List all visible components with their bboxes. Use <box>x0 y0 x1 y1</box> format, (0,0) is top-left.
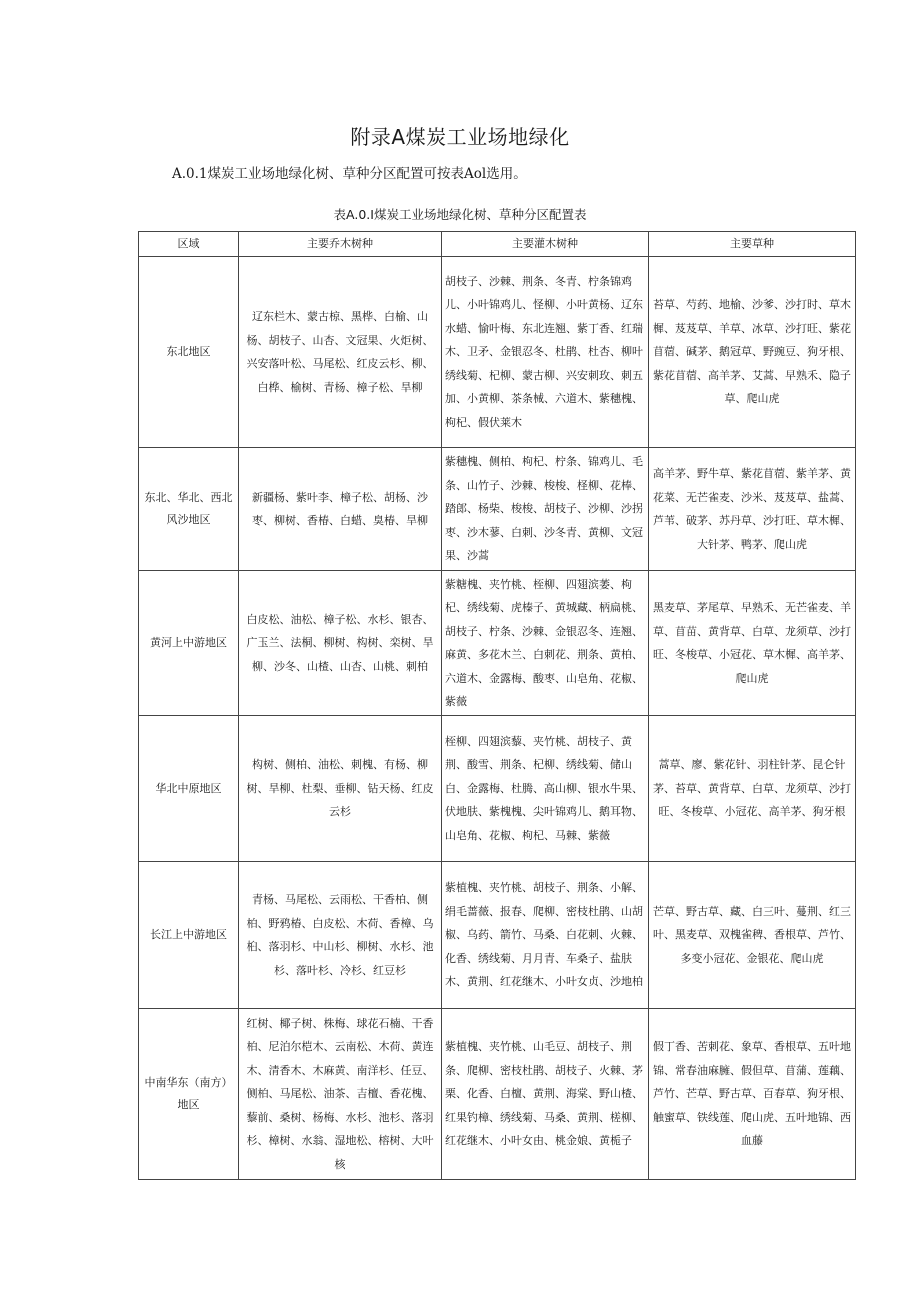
grasses-cell: 芒草、野古草、藏、白三叶、蔓荆、红三叶、黑麦草、双槐雀稗、香根草、芦竹、多变小冠花、金银花、爬山虎 <box>649 862 856 1009</box>
trees-cell: 构树、侧柏、油松、刺槐、有杨、柳树、旱柳、杜梨、垂柳、钻天杨、红皮云杉 <box>239 716 442 862</box>
region-cell: 中南华东（南方）地区 <box>139 1009 239 1180</box>
region-cell: 东北、华北、西北风沙地区 <box>139 448 239 571</box>
header-trees: 主要乔木树种 <box>239 232 442 257</box>
shrubs-cell: 紫穗槐、侧柏、枸杞、柠条、锦鸡儿、毛条、山竹子、沙棘、梭梭、柽柳、花棒、踏郎、杨柴、梭梭、胡枝子、沙柳、沙拐枣、沙木蓼、白刺、沙冬青、黄柳、文冠果、沙蒿 <box>442 448 649 571</box>
table-row <box>139 862 856 1009</box>
table-row <box>139 257 856 448</box>
table-row <box>139 448 856 571</box>
trees-cell: 青杨、马尾松、云雨松、干香柏、侧柏、野鸦椿、白皮松、木荷、香樟、乌桕、落羽杉、中山杉、柳树、水杉、池杉、落叶杉、冷杉、红豆杉 <box>239 862 442 1009</box>
grasses-cell: 苔草、芍药、地榆、沙爹、沙打时、草木樨、芨芨草、羊草、冰草、沙打旺、紫花苜蓿、碱茅、鹅冠草、野豌豆、狗牙根、紫花苜蓿、高羊茅、艾蒿、早熟禾、隐子草、爬山虎 <box>649 257 856 448</box>
header-grasses: 主要草种 <box>649 232 856 257</box>
page-title: 附录A煤炭工业场地绿化 <box>350 125 570 149</box>
grasses-cell: 黑麦草、茅尾草、早熟禾、无芒雀麦、羊草、苜苗、黄背草、白草、龙须草、沙打旺、冬梭草、小冠花、草木樨、高羊茅、爬山虎 <box>649 571 856 716</box>
trees-cell: 新疆杨、紫叶李、樟子松、胡杨、沙枣、柳树、香椿、白蜡、臭椿、旱柳 <box>239 448 442 571</box>
shrubs-cell: 紫植槐、夹竹桃、山毛豆、胡枝子、荆条、爬柳、密枝杜鹃、胡枝子、火棘、茅栗、化香、白檀、黄荆、海棠、野山楂、红果钓樟、绣线菊、马桑、黄荆、槎柳、红花继木、小叶女由、桃金娘、黄栀子 <box>442 1009 649 1180</box>
header-shrubs: 主要灌木树种 <box>442 232 649 257</box>
region-cell: 黄河上中游地区 <box>139 571 239 716</box>
grasses-cell: 假丁香、苦刺花、象草、香根草、五叶地锦、常春油麻臃、假但草、苜蒲、莲藕、芦竹、芒草、野古草、百春草、狗牙根、触蜜草、铁线莲、爬山虎、五叶地锦、西血藤 <box>649 1009 856 1180</box>
trees-cell: 白皮松、油松、樟子松、水杉、银杏、广玉兰、法桐、柳树、构树、栾树、旱柳、沙冬、山楂、山杏、山桃、刺柏 <box>239 571 442 716</box>
grasses-cell: 蒿草、廖、紫花针、羽柱针茅、昆仑针茅、苔草、黄背草、白草、龙须草、沙打旺、冬梭草、小冠花、高羊茅、狗牙根 <box>649 716 856 862</box>
shrubs-cell: 紫植槐、夹竹桃、胡枝子、荆条、小解、绢毛蔷薇、报春、爬柳、密枝杜鹃、山胡椒、乌药、箭竹、马桑、白花刺、火棘、化香、绣线菊、月月青、车桑子、盐肤木、黄荆、红花继木、小叶女贞、沙地柏 <box>442 862 649 1009</box>
trees-cell: 辽东栏木、蒙古椋、黑桦、白榆、山杨、胡枝子、山杏、文冠果、火炬树、兴安落叶松、马尾松、红皮云杉、柳、白桦、榆树、青杨、樟子松、旱柳 <box>239 257 442 448</box>
table-row <box>139 716 856 862</box>
region-cell: 华北中原地区 <box>139 716 239 862</box>
intro-paragraph: A.0.1煤炭工业场地绿化树、草种分区配置可按表Aol选用。 <box>172 166 527 182</box>
header-region: 区域 <box>139 232 239 257</box>
shrubs-cell: 桎柳、四翅滨藜、夹竹桃、胡枝子、黄荆、酸雪、荆条、杞柳、绣线菊、储山白、金露梅、杜腾、高山柳、银水牛果、伏地肤、紫槐槐、尖叶锦鸡儿、鹅耳物、山皂角、花椒、枸杞、马棘、紫薇 <box>442 716 649 862</box>
region-cell: 东北地区 <box>139 257 239 448</box>
shrubs-cell: 胡枝子、沙棘、荆条、冬青、柠条锦鸡儿、小叶锦鸡儿、怪柳、小叶黄杨、辽东水蜡、愉叶梅、东北连翘、紫丁香、红瑞木、卫矛、金银忍冬、杜鹃、杜杏、柳叶绣线菊、杞柳、蒙古柳、兴安刺玫、刺五加、小黄柳、茶条械、六道木、紫穗槐、枸杞、假伏莱木 <box>442 257 649 448</box>
region-cell: 长江上中游地区 <box>139 862 239 1009</box>
table-caption: 表A.0.I煤炭工业场地绿化树、草种分区配置表 <box>333 207 587 222</box>
table-header-row <box>139 232 856 257</box>
table-row <box>139 571 856 716</box>
shrubs-cell: 紫糖槐、夹竹桃、桎柳、四翅滨萎、枸杞、绣线菊、虎榛子、黄城藏、柄扁桃、胡枝子、柠条、沙棘、金银忍冬、连翘、麻黄、多花木兰、白刺花、荆条、黄柏、六道木、金露梅、酸枣、山皂角、花椒、紫薇 <box>442 571 649 716</box>
grasses-cell: 高羊茅、野牛草、紫花苜蓿、紫羊茅、黄花菜、无芒雀麦、沙米、芨芨草、盐蒿、芦苇、破茅、苏丹草、沙打旺、草木樨、大针茅、鸭茅、爬山虎 <box>649 448 856 571</box>
trees-cell: 红树、椰子树、株梅、球花石楠、干香柏、尼泊尔桤木、云南松、木荷、黄连木、清香木、木麻黄、南洋杉、任豆、侧柏、马尾松、油茶、吉檀、香花槐、藜前、桑树、杨梅、水杉、池杉、落羽杉、樟树、水翁、湿地松、榕树、大叶核 <box>239 1009 442 1180</box>
table-row <box>139 1009 856 1180</box>
planting-table <box>138 231 856 1180</box>
